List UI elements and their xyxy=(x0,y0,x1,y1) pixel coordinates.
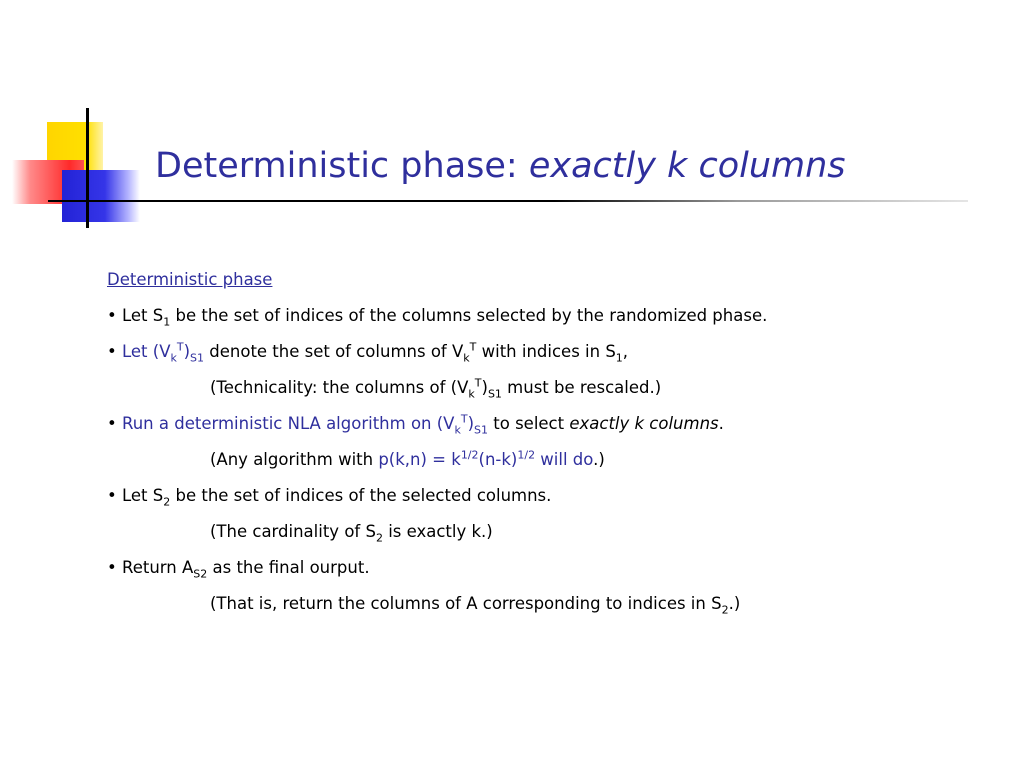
text: Run a deterministic NLA algorithm on (V xyxy=(121,414,455,433)
text: be the set of indices of the columns selected by the randomized phase. xyxy=(170,306,768,325)
subscript: S2 xyxy=(193,567,208,581)
text: Return A xyxy=(121,558,194,577)
indented-line-7 xyxy=(107,514,987,550)
bullet-line-4 xyxy=(107,406,987,442)
superscript: 1/2 xyxy=(517,448,536,462)
bullet: • xyxy=(107,558,122,577)
bullet-line-6 xyxy=(107,478,987,514)
subscript: k xyxy=(463,351,470,365)
text: ) xyxy=(467,414,475,433)
text: , xyxy=(622,342,629,361)
slide-body xyxy=(107,262,987,622)
blue-text xyxy=(378,450,593,469)
text: Let (V xyxy=(121,342,171,361)
text: (The cardinality of S xyxy=(210,522,376,541)
text: must be rescaled.) xyxy=(501,378,662,397)
text: ) xyxy=(481,378,488,397)
subscript: S1 xyxy=(474,423,489,437)
superscript: 1/2 xyxy=(460,448,479,462)
title-regular: Deterministic phase: xyxy=(155,146,529,186)
bullet-line-2 xyxy=(107,334,987,370)
slide-title xyxy=(155,146,846,186)
blue-rectangle-icon xyxy=(62,170,140,222)
subscript: k xyxy=(454,423,461,437)
title-underline-rule xyxy=(48,200,968,202)
bullet: • xyxy=(107,414,122,433)
subheading-line xyxy=(107,262,987,298)
text: (That is, return the columns of A corresponding to indices in S xyxy=(210,594,722,613)
blue-text xyxy=(121,412,489,437)
subscript: 2 xyxy=(721,603,729,617)
subscript: S1 xyxy=(190,351,205,365)
text: is exactly k.) xyxy=(382,522,493,541)
text: .) xyxy=(593,450,605,469)
text: ) xyxy=(183,342,191,361)
text: (n-k) xyxy=(478,450,518,469)
text: to select xyxy=(488,414,570,433)
subscript: k xyxy=(170,351,177,365)
bullet-line-8 xyxy=(107,550,987,586)
subscript: k xyxy=(468,387,475,401)
text: Let S xyxy=(121,486,164,505)
decorative-logo-icon xyxy=(0,0,160,240)
indented-line-9 xyxy=(107,586,987,622)
text: (Technicality: the columns of (V xyxy=(210,378,469,397)
subscript: 2 xyxy=(375,531,383,545)
text: (Any algorithm with xyxy=(210,450,379,469)
subscript: 1 xyxy=(615,351,623,365)
title-italic: exactly k columns xyxy=(528,146,846,186)
text: . xyxy=(718,414,724,433)
text: will do xyxy=(535,450,594,469)
italic-text: exactly k columns xyxy=(569,414,719,433)
text: .) xyxy=(728,594,741,613)
bullet: • xyxy=(107,486,122,505)
subscript: 2 xyxy=(163,495,171,509)
bullet: • xyxy=(107,342,122,361)
blue-text xyxy=(121,340,205,365)
superscript: T xyxy=(474,376,482,390)
text: p(k,n) = k xyxy=(378,450,461,469)
subscript: 1 xyxy=(163,315,171,329)
text: Let S xyxy=(121,306,164,325)
bullet-line-1 xyxy=(107,298,987,334)
subscript: S1 xyxy=(487,387,502,401)
text: with indices in S xyxy=(476,342,616,361)
vertical-rule xyxy=(86,108,89,228)
superscript: T xyxy=(176,340,184,354)
text: as the final ourput. xyxy=(207,558,370,577)
text: be the set of indices of the selected columns. xyxy=(170,486,552,505)
indented-line-3 xyxy=(107,370,987,406)
superscript: T xyxy=(460,412,468,426)
superscript: T xyxy=(469,340,477,354)
text: denote the set of columns of V xyxy=(204,342,464,361)
subheading-link[interactable]: Deterministic phase xyxy=(107,270,273,289)
bullet: • xyxy=(107,306,122,325)
indented-line-5 xyxy=(107,442,987,478)
